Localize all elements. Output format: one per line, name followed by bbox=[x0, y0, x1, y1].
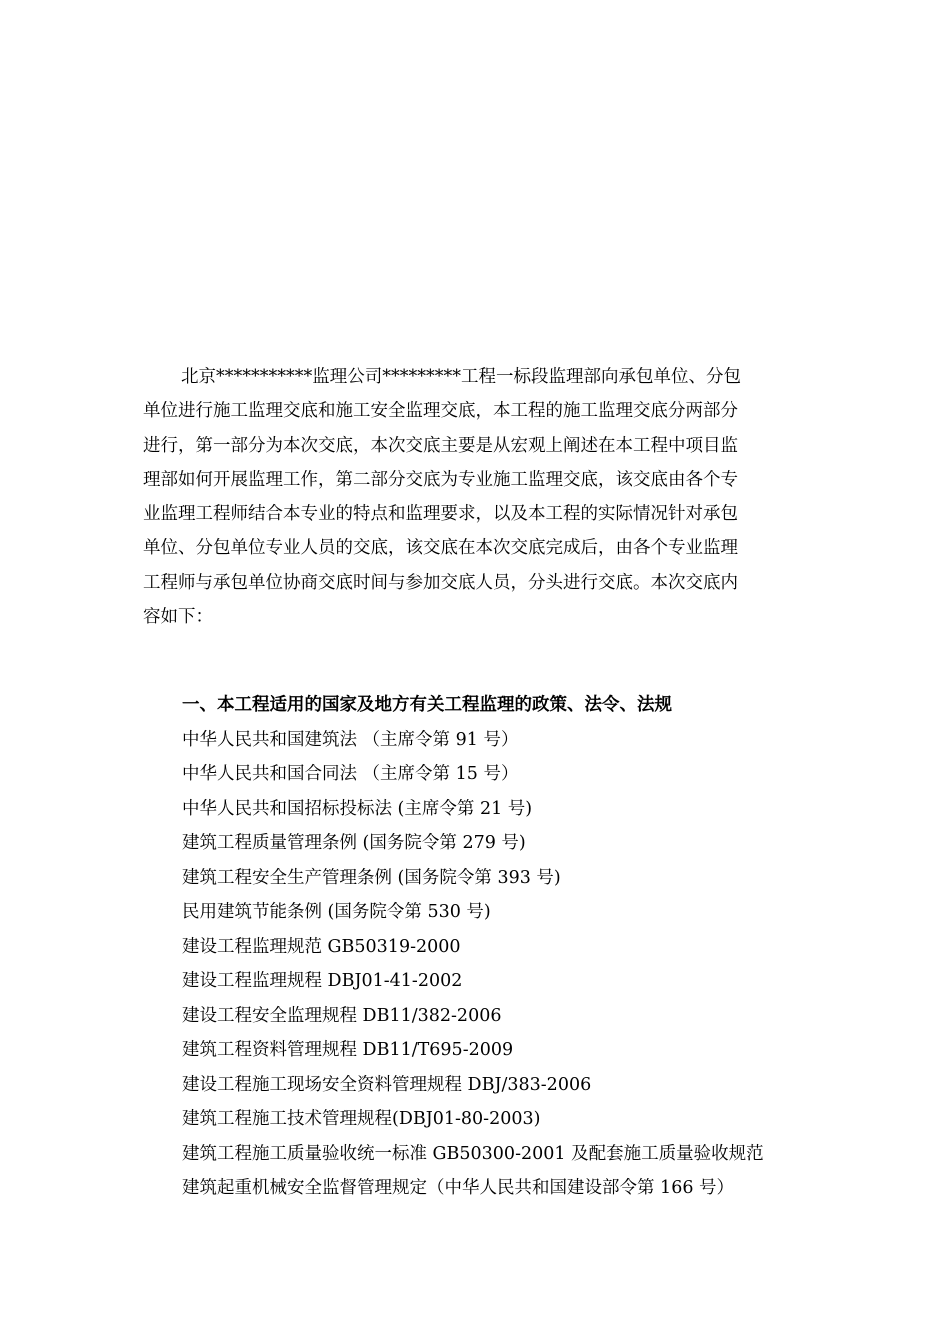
regulation-item: 民用建筑节能条例 (国务院令第 530 号) bbox=[182, 902, 491, 922]
regulation-item: 中华人民共和国招标投标法 (主席令第 21 号) bbox=[182, 798, 533, 819]
regulation-item: 建筑工程施工技术管理规程(DBJ01-80-2003) bbox=[182, 1109, 541, 1129]
intro-line: 进行，第一部分为本次交底，本次交底主要是从宏观上阐述在本工程中项目监 bbox=[143, 435, 738, 456]
intro-line: 业监理工程师结合本专业的特点和监理要求，以及本工程的实际情况针对承包 bbox=[143, 504, 738, 525]
intro-line: 北京***********监理公司*********工程一标段监理部向承包单位、分包 bbox=[181, 367, 741, 387]
section-heading: 一、本工程适用的国家及地方有关工程监理的政策、法令、法规 bbox=[182, 695, 672, 715]
regulation-item: 建设工程监理规程 DBJ01-41-2002 bbox=[182, 971, 463, 991]
intro-line: 单位、分包单位专业人员的交底，该交底在本次交底完成后，由各个专业监理 bbox=[143, 538, 738, 559]
intro-paragraph bbox=[143, 360, 803, 634]
regulation-item: 建筑工程施工质量验收统一标准 GB50300-2001 及配套施工质量验收规范 bbox=[182, 1143, 764, 1164]
regulation-item: 建筑起重机械安全监督管理规定（中华人民共和国建设部令第 166 号） bbox=[182, 1178, 735, 1198]
regulation-item: 建设工程安全监理规程 DB11/382-2006 bbox=[182, 1005, 502, 1026]
regulation-item: 建设工程监理规范 GB50319-2000 bbox=[182, 936, 461, 957]
regulation-item: 中华人民共和国建筑法 （主席令第 91 号） bbox=[182, 729, 519, 750]
intro-line: 单位进行施工监理交底和施工安全监理交底，本工程的施工监理交底分两部分 bbox=[143, 401, 738, 422]
intro-line: 工程师与承包单位协商交底时间与参加交底人员，分头进行交底。本次交底内 bbox=[143, 572, 738, 593]
regulations-section bbox=[182, 688, 822, 1206]
regulation-item: 建设工程施工现场安全资料管理规程 DBJ/383-2006 bbox=[182, 1074, 592, 1095]
regulation-item: 建筑工程资料管理规程 DB11/T695-2009 bbox=[182, 1040, 514, 1060]
regulation-item: 中华人民共和国合同法 （主席令第 15 号） bbox=[182, 764, 519, 784]
regulation-item: 建筑工程安全生产管理条例 (国务院令第 393 号) bbox=[182, 867, 561, 888]
intro-line: 容如下： bbox=[143, 607, 213, 628]
regulation-item: 建筑工程质量管理条例 (国务院令第 279 号) bbox=[182, 833, 526, 853]
intro-line: 理部如何开展监理工作，第二部分交底为专业施工监理交底，该交底由各个专 bbox=[143, 469, 738, 490]
